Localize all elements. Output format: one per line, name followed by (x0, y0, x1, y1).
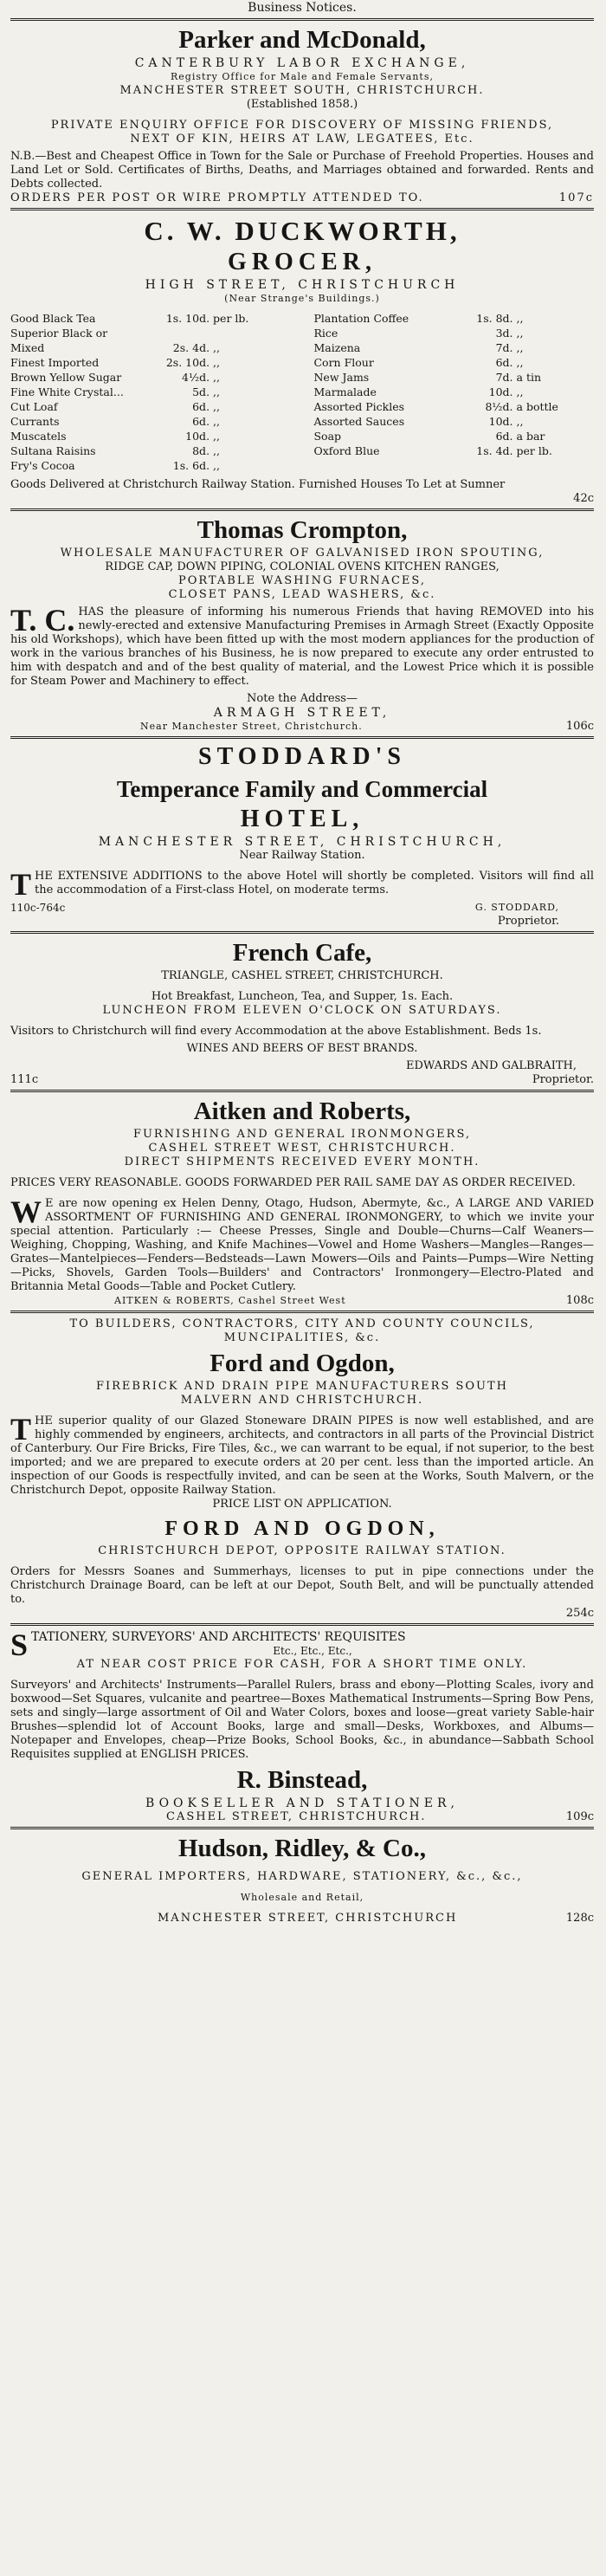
ad-near: (Near Strange's Buildings.) (224, 293, 380, 304)
divider (10, 1623, 594, 1626)
ad-body: E are now opening ex Helen Denny, Otago, Hudson, Abermyte, &c., A LARGE AND VARIED ASSORTMENT OF FURNISHING AND GENERAL IRONMONGERY, to which we invite your special attention. Particularly :— Cheese Presses, Single and Double—Churns—Calf Weaners—Weighing, Chopping, Washing, and Knife Machines—Vowel and Home Washers—Mangles—Ranges—Grates—Mantelpieces—Fenders—Bedsteads—Lawn Mowers—Oils and Paints—Pumps—Wire Netting—Picks, Shovels, Garden Tools—Builders' and Contractors' Ironmongery—Electro-Plated and Britannia Metal Goods—Table and Pocket Cutlery. (10, 1197, 594, 1293)
divider (10, 1311, 594, 1313)
price-value: 6d. (495, 430, 513, 443)
ad-body: Goods Delivered at Christchurch Railway Station. Furnished Houses To Let at Sumner (10, 478, 506, 491)
ad-crompton (10, 515, 594, 734)
price-value: 6d. (192, 415, 210, 428)
ad-body: HE superior quality of our Glazed Stoneware DRAIN PIPES is now well established, and are highly commended by engineers, architects, and contractors in all parts of the Provincial District of Canterbury. Our Fire Bricks, Fire Tiles, &c., we can warrant to be equal, if not superior, to the best imported; and we are prepared to execute orders at 20 per cent. less than the imported article. An inspection of our Goods is respectfully invited, and can be seen at the Works, South Malvern, or the Christchurch Depot, opposite Railway Station. (10, 1414, 594, 1497)
ad-subtitle: CANTERBURY LABOR EXCHANGE, (134, 56, 470, 70)
ad-reference: 42c (573, 492, 594, 505)
ad-subtitle: RIDGE CAP, DOWN PIPING, COLONIAL OVENS KITCHEN RANGES, (105, 560, 500, 573)
ad-subtitle: GROCER, (228, 249, 377, 275)
price-item: Marmalade (313, 385, 377, 398)
ad-title: Hudson, Ridley, & Co., (177, 1835, 427, 1862)
page-header: Business Notices. (248, 1, 357, 15)
ad-address: MANCHESTER STREET SOUTH, CHRISTCHURCH. (119, 84, 485, 97)
ad-reference: 106c (565, 720, 594, 733)
price-item: Corn Flour (313, 356, 374, 369)
ad-title: STODDARD'S (198, 743, 406, 770)
ad-pretitle: TO BUILDERS, CONTRACTORS, CITY AND COUNTY COUNCILS, (69, 1317, 535, 1330)
price-item: Brown Yellow Sugar (10, 371, 122, 384)
ad-text: ORDERS PER POST OR WIRE PROMPTLY ATTENDED TO. (10, 191, 424, 204)
price-item: Finest Imported (10, 356, 100, 369)
price-unit: ,, (213, 385, 220, 398)
price-unit: ,, (516, 385, 524, 398)
divider (10, 736, 594, 739)
price-unit: ,, (213, 444, 220, 457)
price-value: 7d. (495, 371, 513, 384)
price-row (313, 355, 594, 370)
ad-subtitle: CHRISTCHURCH DEPOT, OPPOSITE RAILWAY STATION. (98, 1544, 506, 1557)
price-value: 2s. 4d. (172, 341, 210, 354)
ad-title: FORD AND OGDON, (164, 1518, 440, 1540)
price-row (10, 443, 291, 458)
ad-proprietor: G. STODDARD, (474, 902, 559, 913)
price-value: 10d. (185, 430, 210, 443)
price-value: 1s. 4d. (476, 444, 513, 457)
ad-text: PRICE LIST ON APPLICATION. (212, 1498, 392, 1511)
ad-address: HIGH STREET, CHRISTCHURCH (145, 278, 460, 292)
price-unit: ,, (516, 341, 524, 354)
ad-binstead (10, 1630, 594, 1824)
drop-cap: S (10, 1628, 29, 1662)
price-row (313, 443, 594, 458)
ad-subtitle: CLOSET PANS, LEAD WASHERS, &c. (168, 588, 436, 601)
ad-text: LUNCHEON FROM ELEVEN O'CLOCK ON SATURDAYS. (102, 1004, 502, 1017)
price-row (10, 340, 291, 355)
ad-title: Parker and McDonald, (178, 26, 426, 54)
ad-subtitle: FIREBRICK AND DRAIN PIPE MANUFACTURERS SOUTH (95, 1380, 509, 1393)
price-unit: ,, (516, 312, 524, 325)
ad-title: R. Binstead, (236, 1766, 368, 1794)
price-value: 2s. 10d. (165, 356, 210, 369)
ad-address: TRIANGLE, CASHEL STREET, CHRISTCHURCH. (161, 969, 443, 982)
price-value (149, 326, 213, 340)
price-item: Superior Black or (10, 327, 108, 340)
ad-subtitle: DIRECT SHIPMENTS RECEIVED EVERY MONTH. (124, 1155, 480, 1168)
price-value: 8d. (192, 444, 210, 457)
ad-parker-mcdonald (10, 25, 594, 205)
price-list-right (313, 311, 594, 473)
price-row (313, 370, 594, 385)
price-value: 4½d. (182, 371, 210, 384)
ad-etc: Etc., Etc., Etc., (273, 1645, 352, 1657)
ad-ford-ogdon (10, 1317, 594, 1621)
ad-title: Thomas Crompton, (197, 516, 408, 544)
price-unit: ,, (516, 356, 524, 369)
price-row (10, 385, 291, 399)
ad-established: (Established 1858.) (246, 98, 358, 111)
ad-text: PRIVATE ENQUIRY OFFICE FOR DISCOVERY OF MISSING FRIENDS, (50, 119, 554, 132)
ad-hudson-ridley (10, 1834, 594, 1926)
drop-cap: T (10, 1412, 32, 1447)
price-item: Oxford Blue (313, 444, 380, 457)
price-value: 8½d. (485, 400, 513, 413)
price-row (10, 399, 291, 414)
price-value: 6d. (495, 356, 513, 369)
price-unit: a tin (516, 371, 542, 384)
price-row (10, 370, 291, 385)
ad-headline: TATIONERY, SURVEYORS' AND ARCHITECTS' REQUISITES (31, 1630, 406, 1644)
ad-body: Orders for Messrs Soanes and Summerhays, licenses to put in pipe connections under the Christchurch Drainage Board, can be left at our Depot, South Belt, and will be punctually attended to. (10, 1565, 594, 1606)
ad-address: MANCHESTER STREET, CHRISTCHURCH (158, 1912, 458, 1925)
price-item: Soap (313, 430, 342, 443)
drop-cap: T (10, 867, 32, 902)
price-item: Plantation Coffee (313, 312, 409, 325)
ad-title: Ford and Ogdon, (210, 1349, 395, 1377)
ad-aitken-roberts (10, 1097, 594, 1308)
ad-address: ARMAGH STREET, (213, 706, 391, 720)
price-value: 1s. 6d. (172, 459, 210, 472)
price-unit: per lb. (213, 312, 249, 325)
ad-address: MANCHESTER STREET, CHRISTCHURCH, (98, 835, 506, 849)
price-unit (213, 326, 290, 340)
divider (10, 508, 594, 511)
ad-text: AT NEAR COST PRICE FOR CASH, FOR A SHORT TIME ONLY. (76, 1658, 528, 1671)
ad-subtitle: Wholesale and Retail, (240, 1892, 364, 1903)
price-row (10, 458, 291, 473)
price-unit: a bottle (516, 400, 558, 413)
ad-subtitle: MALVERN AND CHRISTCHURCH. (180, 1394, 424, 1407)
price-item: Muscatels (10, 430, 67, 443)
price-unit: ,, (516, 415, 524, 428)
price-unit: a bar (516, 430, 545, 443)
price-unit: ,, (213, 400, 220, 413)
ad-address: CASHEL STREET, CHRISTCHURCH. (166, 1810, 427, 1823)
ad-text: Hot Breakfast, Luncheon, Tea, and Supper, 1s. Each. (151, 990, 454, 1003)
price-row (10, 414, 291, 429)
ad-reference: 108c (565, 1294, 594, 1307)
ad-body: Visitors to Christchurch will find every Accommodation at the above Establishment. Beds 1s. (10, 1025, 542, 1038)
ad-reference: 254c (565, 1607, 594, 1620)
price-item: Cut Loaf (10, 400, 58, 413)
price-value: 1s. 10d. (165, 312, 210, 325)
ad-reference: 111c (10, 1073, 39, 1086)
ad-subtitle: GENERAL IMPORTERS, HARDWARE, STATIONERY, &c., &c., (81, 1870, 523, 1883)
ad-title: HOTEL, (240, 806, 364, 832)
price-value: 10d. (488, 385, 513, 398)
price-list-left (10, 311, 291, 473)
ad-body: N.B.—Best and Cheapest Office in Town for the Sale or Purchase of Freehold Properties. Houses and Land Let or Sold. Certificates of Births, Deaths, and Marriages obtained and forwarded. Rents and Debts collected. (10, 150, 594, 191)
price-item: Assorted Sauces (313, 415, 405, 428)
ad-reference: 128c (565, 1912, 594, 1925)
drop-cap: W (10, 1194, 42, 1229)
price-row (313, 311, 594, 326)
price-item: Maizena (313, 341, 361, 354)
price-value: 3d. (495, 327, 513, 340)
ad-body: Surveyors' and Architects' Instruments—Parallel Rulers, brass and ebony—Plotting Scales, ivory and boxwood—Set Squares, vulcanite and peartree—Boxes Mathematical Instruments—Spring Bow Pens, sets and singly—large assortment of Oil and Water Colors, boxes and loose—great variety Sable-hair Brushes—splendid lot of Account Books, large and small—Desks, Workboxes, and Albums—Notepaper and Envelopes, cheap—Prize Books, School Books, &c., in abundance—Sabbath School Requisites supplied at ENGLISH PRICES. (10, 1679, 594, 1761)
price-unit: ,, (213, 459, 220, 472)
price-unit: ,, (516, 327, 524, 340)
ad-subtitle: WHOLESALE MANUFACTURER OF GALVANISED IRON SPOUTING, (60, 547, 545, 560)
price-row (313, 385, 594, 399)
price-value: 6d. (192, 400, 210, 413)
price-item: Good Black Tea (10, 312, 96, 325)
ad-near: Near Railway Station. (239, 849, 365, 862)
divider (10, 208, 594, 210)
price-unit: per lb. (516, 444, 552, 457)
ad-subtitle: Registry Office for Male and Female Servants, (171, 71, 434, 82)
price-unit: ,, (213, 371, 220, 384)
price-row (313, 414, 594, 429)
divider (10, 1090, 594, 1092)
price-row (10, 311, 291, 326)
ad-body: HAS the pleasure of informing his numerous Friends that having REMOVED into his newly-erected and extensive Manufacturing Premises in Armagh Street (Exactly Opposite his old Workshops), which have been fitted up with the most modern appliances for the production of work in the various branches of his Business, he is now prepared to execute any order entrusted to him with despatch and and of the best quality of material, and the Lowest Price which it is possible for Steam Power and Machinery to effect. (10, 605, 594, 688)
price-row (313, 340, 594, 355)
price-unit: ,, (213, 430, 220, 443)
notices-column (10, 0, 594, 1926)
price-item: Mixed (10, 341, 45, 354)
divider (10, 931, 594, 934)
ad-body: HE EXTENSIVE ADDITIONS to the above Hotel will shortly be completed. Visitors will find all the accommodation of a First-class Hotel, on moderate terms. (35, 870, 594, 896)
price-unit: ,, (213, 415, 220, 428)
price-item: Rice (313, 327, 338, 340)
price-item: Currants (10, 415, 60, 428)
ad-text: WINES AND BEERS OF BEST BRANDS. (186, 1042, 418, 1055)
price-row (313, 326, 594, 340)
price-value: 7d. (495, 341, 513, 354)
price-value: 5d. (192, 385, 210, 398)
ad-title: Temperance Family and Commercial (116, 776, 488, 802)
price-list (10, 311, 594, 473)
ad-title: French Cafe, (232, 939, 372, 967)
divider (10, 18, 594, 21)
price-value: 10d. (488, 415, 513, 428)
price-item: Sultana Raisins (10, 444, 96, 457)
ad-proprietor: EDWARDS AND GALBRAITH, (406, 1059, 577, 1072)
ad-reference: 110c-764c (10, 902, 66, 914)
ad-near: Near Manchester Street, Christchurch. (140, 721, 363, 732)
ad-text: PRICES VERY REASONABLE. GOODS FORWARDED PER RAIL SAME DAY AS ORDER RECEIVED. (10, 1176, 576, 1189)
ad-pretitle: MUNCIPALITIES, &c. (223, 1331, 381, 1344)
price-value: 1s. 8d. (476, 312, 513, 325)
ad-note: Note the Address— (247, 692, 358, 705)
price-row (10, 355, 291, 370)
ad-text: NEXT OF KIN, HEIRS AT LAW, LEGATEES, Etc. (130, 133, 474, 146)
price-item: Assorted Pickles (313, 400, 405, 413)
ad-subtitle: FURNISHING AND GENERAL IRONMONGERS, (132, 1128, 472, 1141)
price-unit: ,, (213, 356, 220, 369)
price-unit: ,, (213, 341, 220, 354)
ad-address: CASHEL STREET WEST, CHRISTCHURCH. (148, 1142, 456, 1155)
price-row (313, 429, 594, 443)
ad-duckworth (10, 216, 594, 506)
price-row (10, 326, 291, 340)
price-row (10, 429, 291, 443)
ad-role: Proprietor. (497, 915, 559, 928)
ad-reference: 107c (558, 191, 594, 204)
ad-subtitle: BOOKSELLER AND STATIONER, (145, 1796, 459, 1810)
ad-signature: AITKEN & ROBERTS, Cashel Street West (114, 1295, 346, 1306)
price-item: Fry's Cocoa (10, 459, 75, 472)
ad-reference: 109c (565, 1810, 594, 1823)
price-item: New Jams (313, 371, 370, 384)
ad-stoddard (10, 743, 594, 929)
divider (10, 1827, 594, 1829)
ad-role: Proprietor. (532, 1073, 594, 1086)
ad-title: Aitken and Roberts, (193, 1097, 411, 1125)
ad-subtitle: PORTABLE WASHING FURNACES, (177, 574, 427, 587)
ad-title: C. W. DUCKWORTH, (144, 216, 461, 246)
drop-cap: T. C. (10, 603, 75, 638)
price-item: Fine White Crystal... (10, 385, 124, 398)
price-row (313, 399, 594, 414)
ad-french-cafe (10, 938, 594, 1087)
